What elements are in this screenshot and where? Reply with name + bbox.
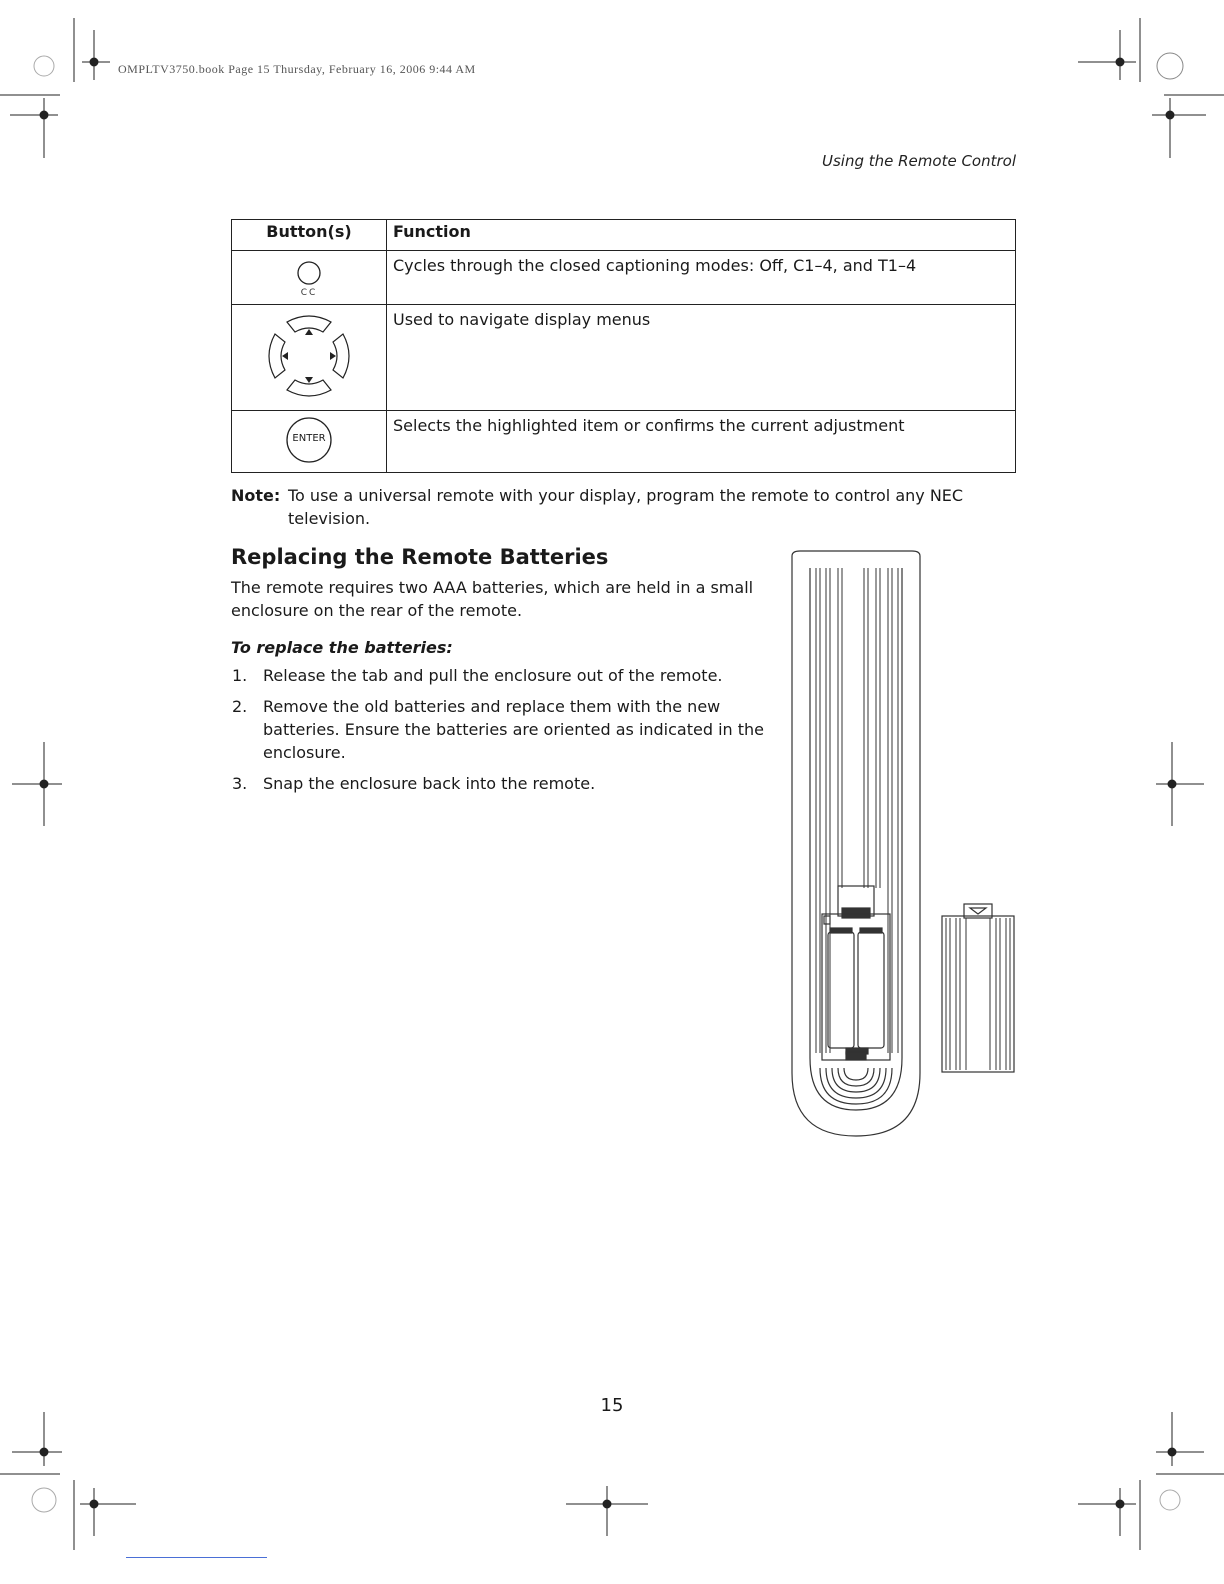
button-cell xyxy=(232,251,387,305)
procedure-title: To replace the batteries: xyxy=(231,638,453,657)
column-header-function: Function xyxy=(387,220,1016,251)
note-text-line1: To use a universal remote with your display, program the remote to control any NEC xyxy=(288,486,964,505)
table-row xyxy=(232,305,1016,411)
running-head: Using the Remote Control xyxy=(821,152,1016,170)
cc-button-icon xyxy=(232,251,386,298)
step-text: Snap the enclosure back into the remote. xyxy=(263,774,596,793)
column-header-buttons: Button(s) xyxy=(232,220,387,251)
button-cell xyxy=(232,305,387,411)
battery-left xyxy=(828,932,854,1048)
steps-list xyxy=(231,664,776,803)
list-item xyxy=(231,772,776,795)
button-cell xyxy=(232,411,387,473)
function-cell: Used to navigate display menus xyxy=(387,305,1016,411)
note-text-line2: television. xyxy=(288,509,371,528)
section-heading: Replacing the Remote Batteries xyxy=(231,545,609,569)
footer-rule xyxy=(126,1557,267,1558)
cc-circle-icon xyxy=(296,260,322,286)
function-cell: Cycles through the closed captioning modes: Off, C1–4, and T1–4 xyxy=(387,251,1016,305)
print-slug: OMPLTV3750.book Page 15 Thursday, February 16, 2006 9:44 AM xyxy=(118,62,476,76)
page-number: 15 xyxy=(600,1395,624,1416)
list-item xyxy=(231,695,776,764)
step-text: Release the tab and pull the enclosure out of the remote. xyxy=(263,666,723,685)
section-intro: The remote requires two AAA batteries, which are held in a small enclosure on the rear of the remote. xyxy=(231,578,754,620)
step-number: 3. xyxy=(232,774,248,793)
step-text: Remove the old batteries and replace them with the new batteries. Ensure the batteries are oriented as indicated in the enclosure. xyxy=(263,697,765,762)
cc-button-label: CC xyxy=(300,288,318,298)
note-block xyxy=(231,484,1011,530)
navigation-arrows-icon xyxy=(259,306,359,406)
enter-button-label: ENTER xyxy=(292,433,326,444)
note-label: Note: xyxy=(231,486,281,505)
enter-button-icon xyxy=(285,416,333,464)
step-number: 1. xyxy=(232,666,248,685)
remote-rear-battery-illustration xyxy=(786,548,1021,1140)
battery-enclosure xyxy=(942,904,1014,1072)
list-item xyxy=(231,664,776,687)
battery-right xyxy=(858,932,884,1048)
table-row xyxy=(232,411,1016,473)
table-row xyxy=(232,251,1016,305)
function-cell: Selects the highlighted item or confirms the current adjustment xyxy=(387,411,1016,473)
button-function-table xyxy=(231,219,1016,473)
step-number: 2. xyxy=(232,697,248,716)
table-header-row xyxy=(232,220,1016,251)
